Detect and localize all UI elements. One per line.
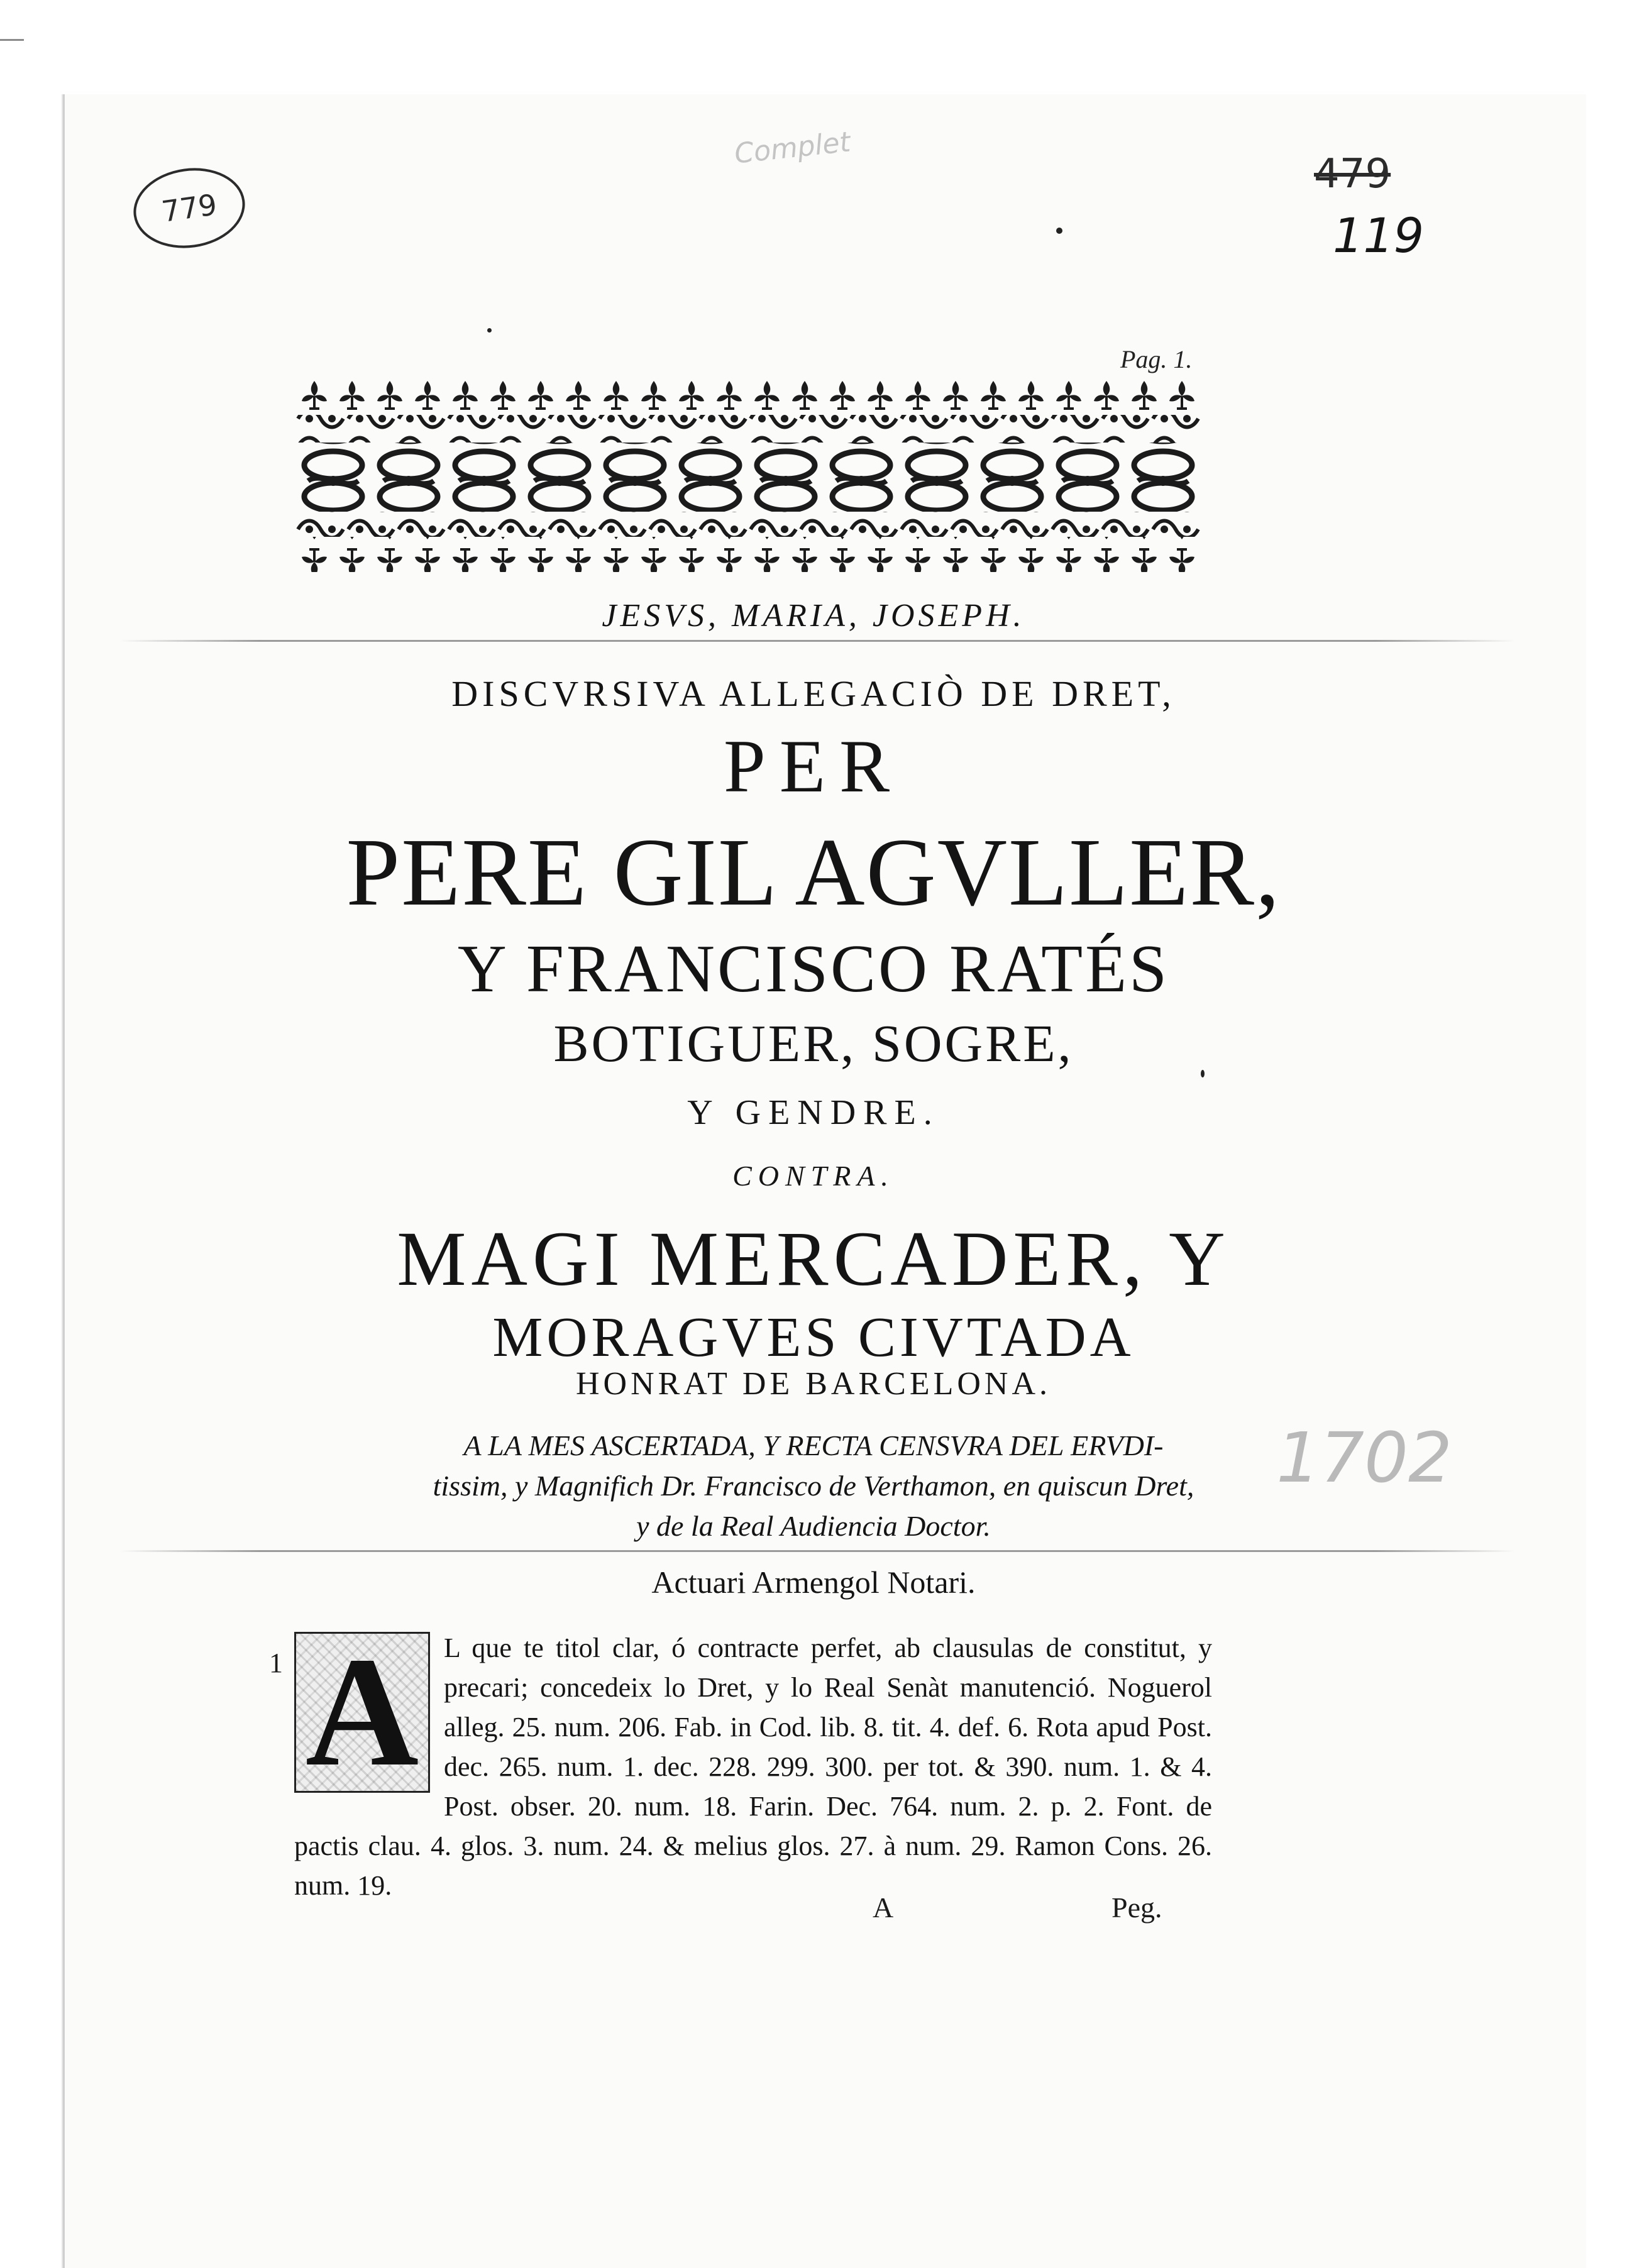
ornament-pattern-icon xyxy=(295,377,1201,572)
ornamental-header-band xyxy=(295,377,1201,572)
invocation-line: JESVS, MARIA, JOSEPH. xyxy=(602,598,1025,634)
date-annotation: 1702 xyxy=(1276,1418,1452,1498)
pencil-note: Complet xyxy=(732,126,852,170)
contra-line: CONTRA. xyxy=(732,1160,895,1192)
margin-dash xyxy=(0,39,24,41)
fold-line xyxy=(119,1550,1515,1552)
dedication-line3: y de la Real Audiencia Doctor. xyxy=(636,1510,991,1542)
archive-number-stamp: 779 xyxy=(128,161,250,255)
page-label: Pag. 1. xyxy=(1120,345,1193,373)
party1-name-line1: PERE GIL AGVLLER, xyxy=(346,819,1281,926)
signature-mark: A xyxy=(873,1891,894,1924)
folio-number: 119 xyxy=(1333,207,1425,263)
dedication-line1: A LA MES ASCERTADA, Y RECTA CENSVRA DEL ERVDI- xyxy=(463,1429,1164,1462)
paragraph-number: 1 xyxy=(269,1648,283,1678)
actuary-line: Actuari Armengol Notari. xyxy=(651,1565,976,1600)
old-folio-number: 479 xyxy=(1314,151,1391,197)
per-line: PER xyxy=(723,724,904,808)
paragraph-1 xyxy=(269,1625,1212,1905)
paragraph-text: L que te titol clar, ó contracte perfet, ab clausulas de constitut, y precari; concedeix lo Dret, y lo Real Senàt manutenció. Noguerol alleg. 25. num. 206. Fab. in Cod. lib. 8. tit. 4. def. 6. Rota apud Post. dec. 265. num. 1. dec. 228. 299. 300. per tot. & 390. num. 1. & 4. Post. obser. 20. num. 18. Farin. Dec. 764. num. 2. p. 2. Font. de pactis clau. 4. glos. 3. num. 24. & melius glos. 27. à num. 29. Ramon Cons. 26. num. 19. xyxy=(294,1632,1212,1901)
party2-name-line3: HONRAT DE BARCELONA. xyxy=(575,1366,1052,1402)
party2-name-line2: MORAGVES CIVTADA xyxy=(492,1306,1135,1368)
party1-name-line3: BOTIGUER, SOGRE, xyxy=(553,1015,1074,1073)
ink-speck xyxy=(487,328,492,333)
ink-speck xyxy=(1056,228,1062,234)
catchword: Peg. xyxy=(1111,1891,1162,1924)
party2-name-line1: MAGI MERCADER, Y xyxy=(397,1216,1230,1302)
fold-line xyxy=(119,640,1515,642)
drop-cap-initial: A xyxy=(294,1632,430,1793)
document-type-line: DISCVRSIVA ALLEGACIÒ DE DRET, xyxy=(451,673,1176,714)
dedication-line2: tissim, y Magnifich Dr. Francisco de Verthamon, en quiscun Dret, xyxy=(433,1470,1194,1502)
party1-name-line2: Y FRANCISCO RATÉS xyxy=(457,932,1170,1006)
party1-name-line4: Y GENDRE. xyxy=(687,1093,940,1132)
dedication-block xyxy=(0,1426,1627,1546)
